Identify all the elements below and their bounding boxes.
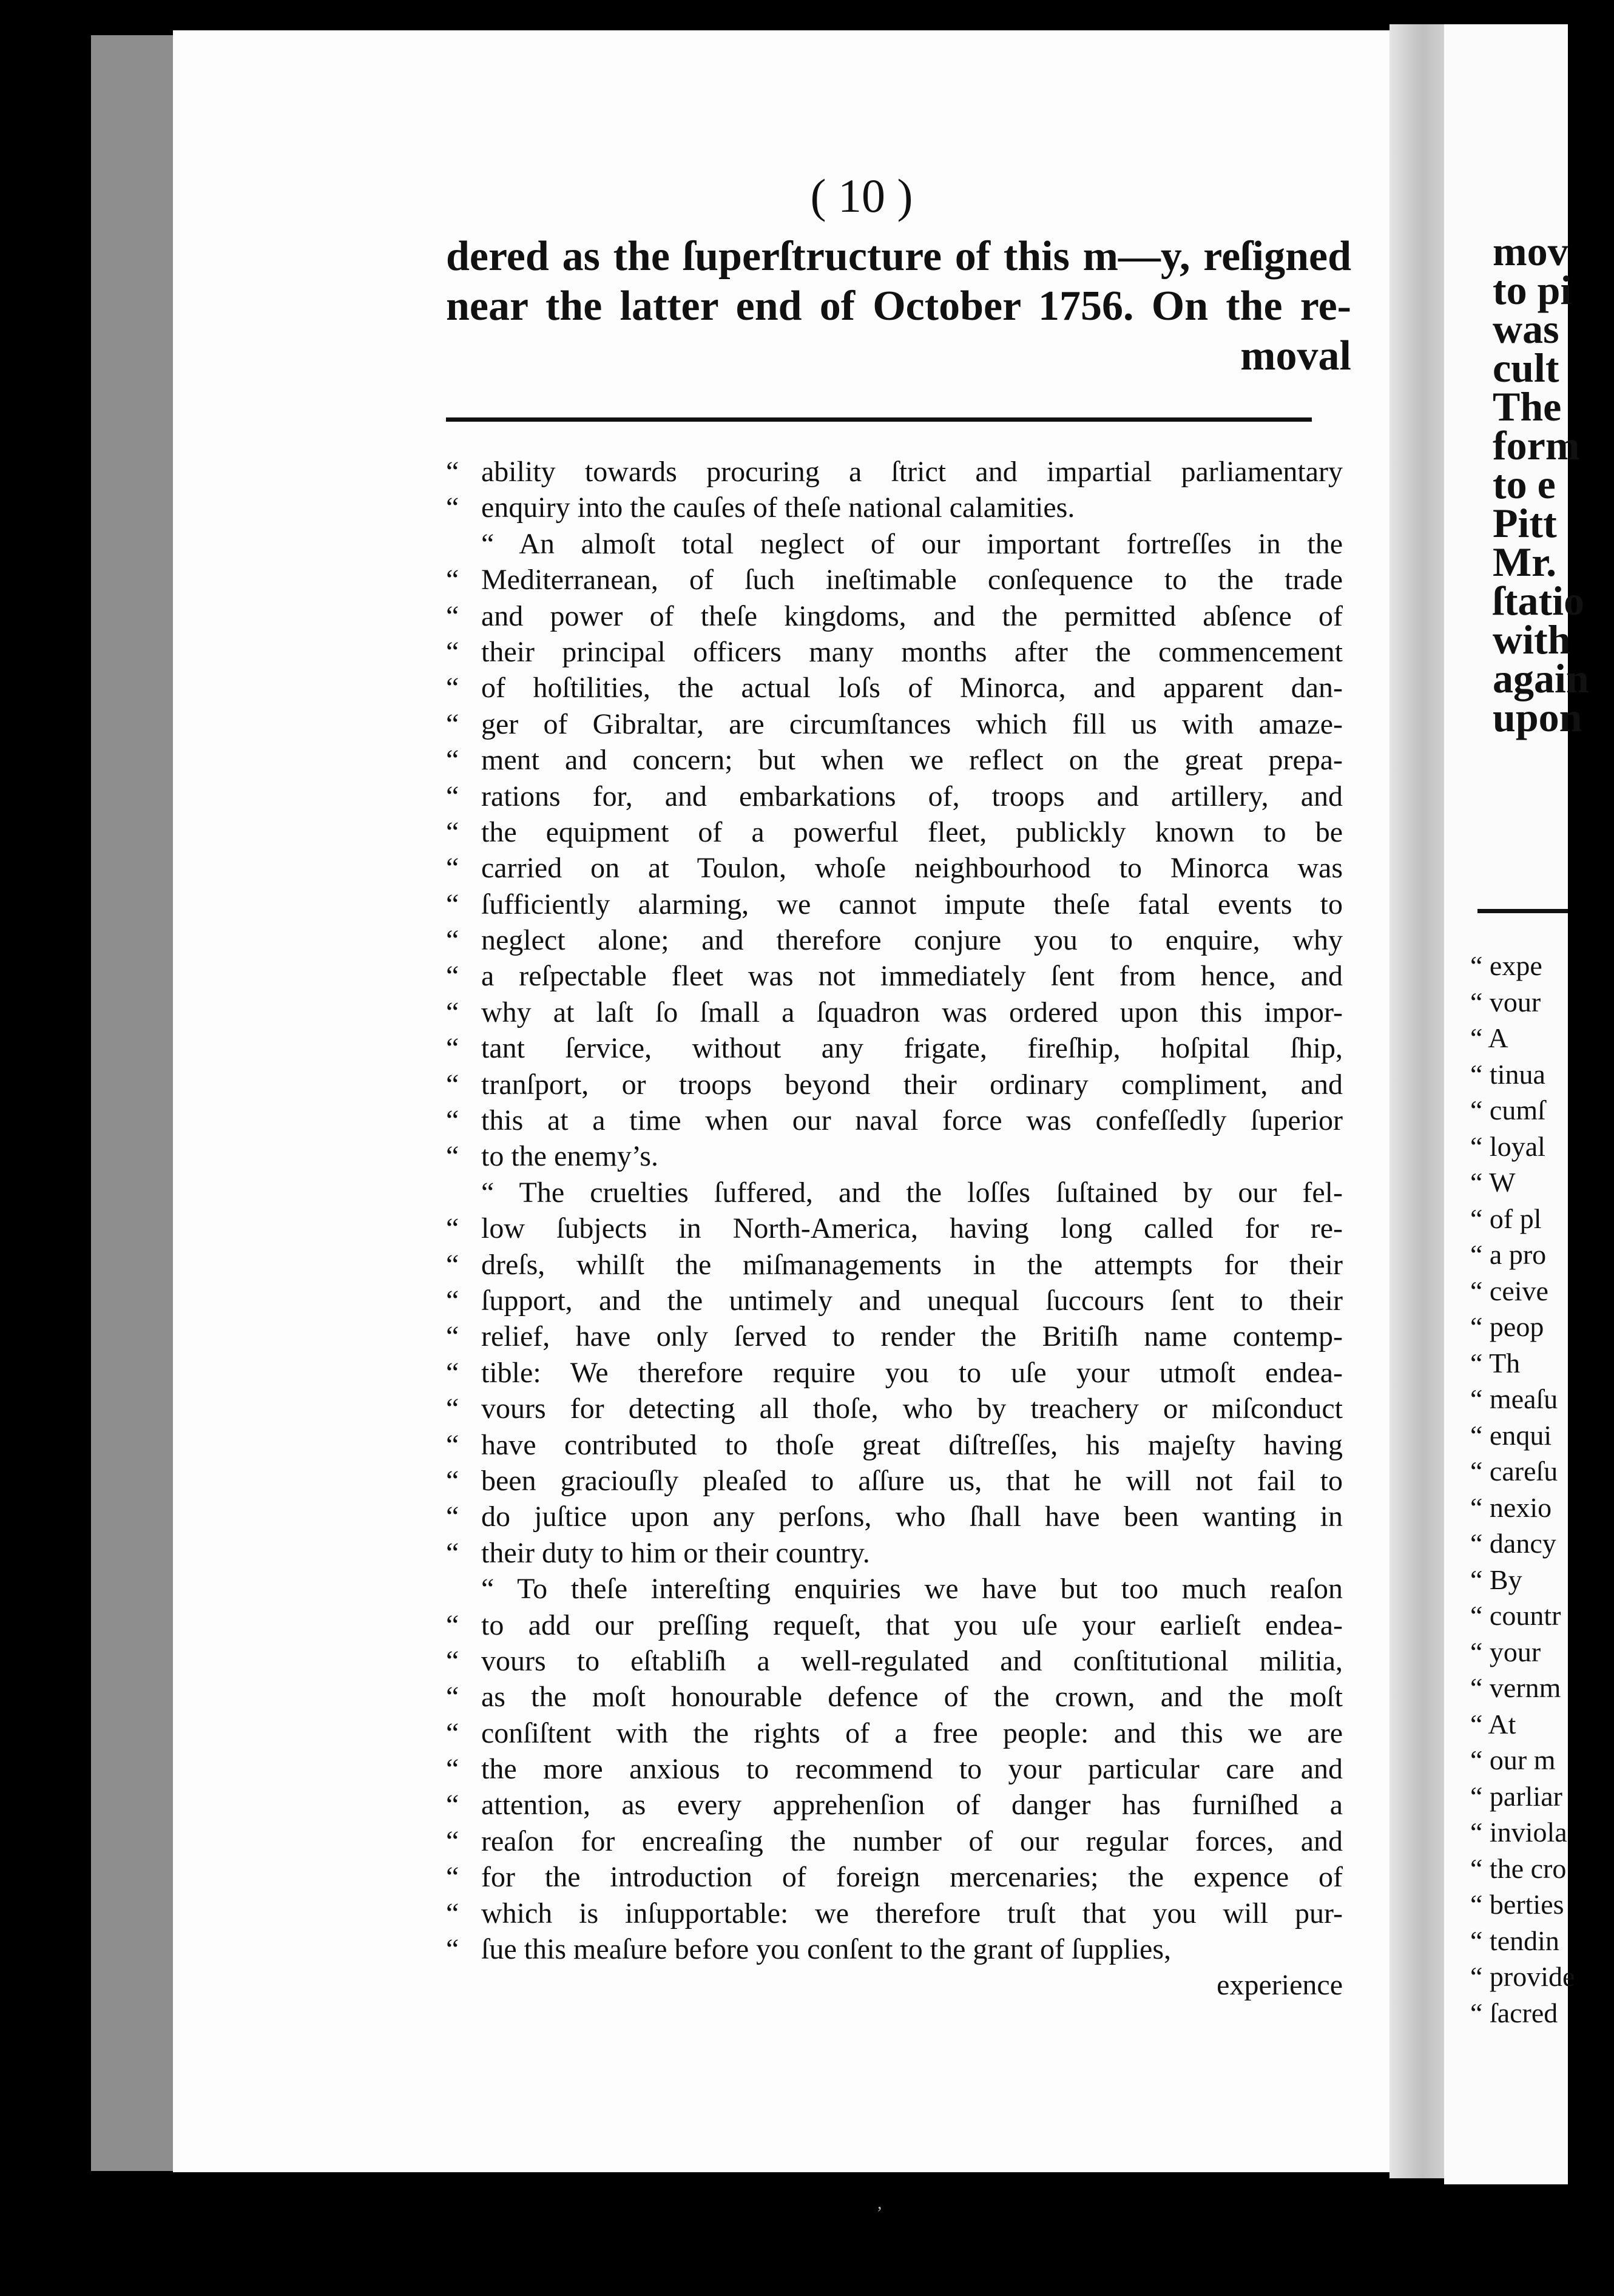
footnote-line-text: ſufficiently alarming, we cannot impute theſe fatal events to xyxy=(481,888,1343,920)
quote-mark: “ xyxy=(446,924,459,957)
quote-mark: “ xyxy=(446,852,459,885)
footnote-text xyxy=(446,454,1343,2004)
main-text-line: moval xyxy=(1240,333,1351,379)
footnote-line-text: carried on at Toulon, whoſe neighbourhood to Minorca was xyxy=(481,852,1343,885)
footnote-line-text: enquiry into the cauſes of theſe national calamities. xyxy=(481,491,1075,524)
quote-mark: “ xyxy=(446,996,459,1028)
quote-mark: “ xyxy=(446,1861,459,1894)
footnote-line xyxy=(446,634,1343,670)
quote-mark: “ xyxy=(446,780,459,812)
facing-footnote-line: “ W xyxy=(1470,1167,1516,1198)
footnote-line-text: ſupport, and the untimely and unequal ſuccours ſent to their xyxy=(481,1284,1343,1317)
quote-mark: “ xyxy=(446,1717,459,1749)
footnote-line xyxy=(446,1896,1343,1931)
facing-footnote-line: “ A xyxy=(1470,1022,1508,1053)
quote-mark: “ xyxy=(446,1789,459,1822)
footnote-line xyxy=(446,1210,1343,1246)
facing-main-line: cult xyxy=(1493,345,1559,391)
facing-footnote-line: “ enqui xyxy=(1470,1419,1552,1451)
footnote-line-text: “ To theſe intereſting enquiries we have but too much reaſon xyxy=(481,1573,1343,1606)
quote-mark: “ xyxy=(446,491,459,524)
facing-page-footnote-text xyxy=(1470,948,1592,2031)
footnote-line xyxy=(446,958,1343,994)
footnote-line xyxy=(446,850,1343,886)
footnote-line-text: which is inſupportable: we therefore truſt that you will pur- xyxy=(481,1897,1343,1930)
footnote-line xyxy=(446,670,1343,706)
quote-mark: “ xyxy=(446,1825,459,1857)
footnote-line-text: vours for detecting all thoſe, who by treachery or miſconduct xyxy=(481,1393,1343,1425)
facing-main-line: The xyxy=(1493,383,1562,430)
footnote-line xyxy=(446,1679,1343,1715)
page-number: ( 10 ) xyxy=(810,169,913,222)
footnote-line-text: their principal officers many months after the commencement xyxy=(481,635,1343,668)
footnote-line xyxy=(446,706,1343,742)
facing-main-line: to e xyxy=(1493,461,1556,507)
main-text-line: near the latter end of October 1756. On the re- xyxy=(446,283,1351,329)
footnote-line xyxy=(446,1607,1343,1643)
quote-mark: “ xyxy=(446,1681,459,1714)
facing-footnote-line: “ careſu xyxy=(1470,1456,1558,1487)
quote-mark: “ xyxy=(446,815,459,848)
footnote-line xyxy=(446,1931,1343,1967)
quote-mark: “ xyxy=(446,672,459,704)
footnote-line-text: of hoſtilities, the actual loſs of Minorca, and apparent dan- xyxy=(481,672,1343,704)
facing-footnote-line: “ berties xyxy=(1470,1889,1564,1920)
footnote-line-text: as the moſt honourable defence of the crown, and the moſt xyxy=(481,1681,1343,1714)
facing-footnote-line: “ peop xyxy=(1470,1311,1544,1342)
facing-main-line: form xyxy=(1493,422,1580,468)
facing-footnote-line: “ loyal xyxy=(1470,1130,1545,1162)
footnote-line-text: this at a time when our naval force was confeſſedly ſuperior xyxy=(481,1104,1343,1137)
footnote-line xyxy=(446,1499,1343,1535)
footnote-line-text: a reſpectable fleet was not immediately ſent from hence, and xyxy=(481,960,1343,993)
footnote-line-text: for the introduction of foreign mercenaries; the expence of xyxy=(481,1861,1343,1894)
footnote-line-text: relief, have only ſerved to render the Britiſh name contemp- xyxy=(481,1320,1343,1353)
facing-footnote-line: “ countr xyxy=(1470,1600,1561,1631)
facing-main-line: Pitt xyxy=(1493,500,1557,546)
footnote-line-text: tible: We therefore require you to uſe your utmoſt endea- xyxy=(481,1356,1343,1389)
footnote-line-text: the more anxious to recommend to your particular care and xyxy=(481,1753,1343,1786)
footnote-line xyxy=(446,1967,1343,2003)
quote-mark: “ xyxy=(446,1753,459,1786)
footnote-line-text: attention, as every apprehenſion of danger has furniſhed a xyxy=(481,1789,1343,1822)
footnote-line-text: low ſubjects in North-America, having long called for re- xyxy=(481,1212,1343,1245)
facing-main-line: was xyxy=(1493,306,1559,352)
quote-mark: “ xyxy=(446,1320,459,1353)
facing-footnote-line: “ a pro xyxy=(1470,1239,1547,1270)
footnote-line-text: ment and concern; but when we reflect on the great prepa- xyxy=(481,744,1343,777)
facing-footnote-line: “ dancy xyxy=(1470,1528,1556,1559)
facing-main-line: upon xyxy=(1493,694,1582,740)
facing-footnote-line: “ cumſ xyxy=(1470,1095,1545,1126)
footnote-line-text: to add our preſſing requeſt, that you uſe your earlieſt endea- xyxy=(481,1609,1343,1641)
facing-footnote-line: “ vernm xyxy=(1470,1672,1561,1703)
quote-mark: “ xyxy=(446,1212,459,1245)
footnote-line xyxy=(446,1391,1343,1427)
footnote-line-text: to the enemy’s. xyxy=(481,1140,658,1173)
facing-footnote-line: “ expe xyxy=(1470,950,1542,981)
quote-mark: “ xyxy=(446,960,459,993)
facing-footnote-line: “ the cro xyxy=(1470,1852,1567,1884)
footnote-line xyxy=(446,1102,1343,1138)
footnote-line xyxy=(446,1535,1343,1571)
quote-mark: “ xyxy=(446,1609,459,1641)
facing-main-line: with xyxy=(1493,616,1571,663)
footnote-line xyxy=(446,1571,1343,1607)
footnote-line xyxy=(446,1859,1343,1895)
footnote-line-text: vours to eſtabliſh a well-regulated and conſtitutional militia, xyxy=(481,1644,1343,1677)
footnote-line xyxy=(446,1067,1343,1102)
quote-mark: “ xyxy=(446,744,459,777)
facing-main-line: Mr. xyxy=(1493,539,1557,585)
footnote-line-text: neglect alone; and therefore conjure you to enquire, why xyxy=(481,924,1343,957)
quote-mark: “ xyxy=(446,1428,459,1461)
facing-main-line: to pi xyxy=(1493,267,1572,313)
quote-mark: “ xyxy=(446,707,459,740)
scan-speck: , xyxy=(877,2193,882,2213)
footnote-line xyxy=(446,742,1343,778)
quote-mark: “ xyxy=(446,1284,459,1317)
footnote-line xyxy=(446,922,1343,958)
quote-mark: “ xyxy=(446,1356,459,1389)
facing-footnote-line: “ vour xyxy=(1470,986,1541,1018)
footnote-line xyxy=(446,1030,1343,1066)
footnote-line-text: ger of Gibraltar, are circumſtances which fill us with amaze- xyxy=(481,707,1343,740)
footnote-line-text: the equipment of a powerful fleet, publickly known to be xyxy=(481,815,1343,848)
footnote-line xyxy=(446,1175,1343,1210)
footnote-line-text: “ An almoſt total neglect of our important fortreſſes in the xyxy=(481,527,1343,560)
footnote-line xyxy=(446,1283,1343,1319)
footnote-line xyxy=(446,814,1343,850)
quote-mark: “ xyxy=(446,1501,459,1533)
footnote-line-text: and power of theſe kingdoms, and the permitted abſence of xyxy=(481,599,1343,632)
footnote-line-text: tant ſervice, without any frigate, fireſhip, hoſpital ſhip, xyxy=(481,1032,1343,1065)
facing-footnote-line: “ ceive xyxy=(1470,1275,1548,1306)
facing-footnote-line: “ tendin xyxy=(1470,1925,1559,1956)
footnote-line xyxy=(446,1463,1343,1499)
facing-main-line: mov xyxy=(1493,228,1568,274)
footnote-line-text: ſue this meaſure before you conſent to the grant of ſupplies, xyxy=(481,1933,1171,1966)
facing-footnote-line: “ At xyxy=(1470,1708,1516,1740)
footnote-line xyxy=(446,490,1343,525)
footnote-line-text: why at laſt ſo ſmall a ſquadron was ordered upon this impor- xyxy=(481,996,1343,1028)
facing-footnote-line: “ provide xyxy=(1470,1961,1575,1992)
footnote-line xyxy=(446,1751,1343,1787)
quote-mark: “ xyxy=(446,1933,459,1966)
footnote-line xyxy=(446,598,1343,634)
footnote-line xyxy=(446,454,1343,490)
footnote-line xyxy=(446,886,1343,922)
quote-mark: “ xyxy=(446,1644,459,1677)
quote-mark: “ xyxy=(446,1464,459,1497)
footnote-line xyxy=(446,1138,1343,1174)
footnote-line-text: experience xyxy=(1217,1969,1343,2002)
footnote-line-text: conſiſtent with the rights of a free people: and this we are xyxy=(481,1717,1343,1749)
facing-footnote-line: “ ſacred xyxy=(1470,1997,1558,2028)
quote-mark: “ xyxy=(446,1248,459,1281)
footnote-line-text: Mediterranean, of ſuch ineſtimable conſequence to the trade xyxy=(481,564,1343,596)
facing-footnote-line: “ inviola xyxy=(1470,1817,1567,1848)
footnote-line xyxy=(446,526,1343,562)
footnote-line xyxy=(446,1787,1343,1823)
footnote-line-text: ability towards procuring a ſtrict and impartial parliamentary xyxy=(481,456,1343,488)
facing-footnote-line: “ our m xyxy=(1470,1744,1556,1775)
main-text xyxy=(446,232,1351,381)
footnote-line xyxy=(446,1319,1343,1354)
footnote-line-text: rations for, and embarkations of, troops and artillery, and xyxy=(481,780,1343,812)
facing-footnote-line: “ meaſu xyxy=(1470,1383,1558,1414)
footnote-line-text: “ The cruelties ſuffered, and the loſſes ſuſtained by our fel- xyxy=(481,1176,1343,1209)
quote-mark: “ xyxy=(446,564,459,596)
quote-mark: “ xyxy=(446,1140,459,1173)
quote-mark: “ xyxy=(446,888,459,920)
footnote-line-text: do juſtice upon any perſons, who ſhall have been wanting in xyxy=(481,1501,1343,1533)
quote-mark: “ xyxy=(446,1536,459,1569)
facing-footnote-line: “ By xyxy=(1470,1564,1522,1595)
footnote-line xyxy=(446,1643,1343,1679)
facing-page-rule xyxy=(1477,909,1568,913)
facing-footnote-line: “ nexio xyxy=(1470,1491,1552,1523)
facing-footnote-line: “ your xyxy=(1470,1636,1541,1667)
facing-main-line: again xyxy=(1493,655,1589,701)
quote-mark: “ xyxy=(446,1393,459,1425)
quote-mark: “ xyxy=(446,599,459,632)
quote-mark: “ xyxy=(446,1104,459,1137)
facing-footnote-line: “ parliar xyxy=(1470,1780,1562,1812)
main-text-line: dered as the ſuperſtructure of this m—y, reſigned xyxy=(446,233,1351,280)
footnote-line xyxy=(446,1823,1343,1859)
facing-footnote-line: “ tinua xyxy=(1470,1058,1545,1090)
footnote-line xyxy=(446,1427,1343,1463)
footnote-line xyxy=(446,1247,1343,1283)
quote-mark: “ xyxy=(446,1068,459,1101)
footnote-line-text: reaſon for encreaſing the number of our regular forces, and xyxy=(481,1825,1343,1857)
footnote-line xyxy=(446,994,1343,1030)
footnote-line-text: dreſs, whilſt the miſmanagements in the attempts for their xyxy=(481,1248,1343,1281)
footnote-line-text: their duty to him or their country. xyxy=(481,1536,870,1569)
footnote-line xyxy=(446,1715,1343,1751)
footnote-line xyxy=(446,562,1343,598)
facing-footnote-line: “ of pl xyxy=(1470,1203,1542,1234)
facing-footnote-line: “ Th xyxy=(1470,1347,1521,1379)
facing-page-main-text xyxy=(1493,228,1614,740)
quote-mark: “ xyxy=(446,456,459,488)
quote-mark: “ xyxy=(446,1032,459,1065)
quote-mark: “ xyxy=(446,635,459,668)
facing-main-line: ſtatio xyxy=(1493,578,1585,624)
footnote-line-text: have contributed to thoſe great diſtreſſes, his majeſty having xyxy=(481,1428,1343,1461)
book-gutter xyxy=(1389,24,1444,2178)
quote-mark: “ xyxy=(446,1897,459,1930)
footnote-line-text: been graciouſly pleaſed to aſſure us, that he will not fail to xyxy=(481,1464,1343,1497)
footnote-line xyxy=(446,1355,1343,1391)
footnote-line xyxy=(446,778,1343,814)
footnote-line-text: tranſport, or troops beyond their ordinary compliment, and xyxy=(481,1068,1343,1101)
footnote-rule xyxy=(446,417,1312,422)
